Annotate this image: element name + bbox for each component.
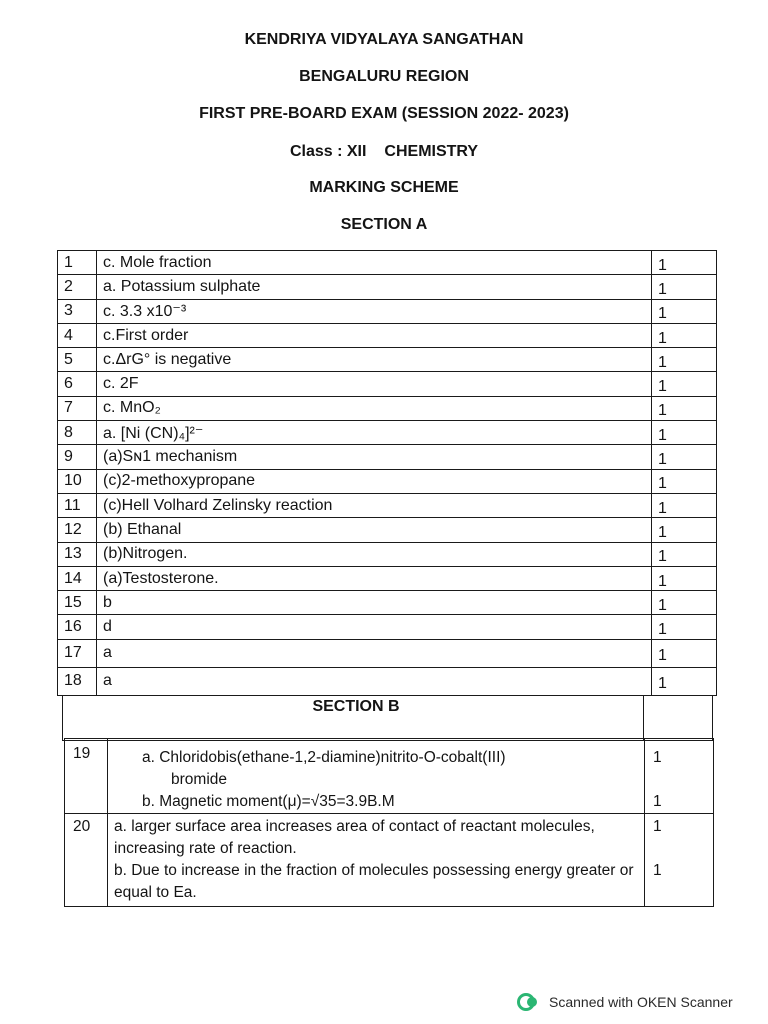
- table-row: [58, 251, 717, 275]
- region-title: BENGALURU REGION: [299, 68, 469, 85]
- answer-cell: c.ΔrG° is negative: [97, 348, 652, 372]
- class-label: Class : XII: [289, 143, 367, 160]
- question-number: 8: [58, 421, 97, 445]
- answer-cell: a. [Ni (CN)₄]²⁻: [97, 421, 652, 445]
- question-number: 7: [58, 396, 97, 420]
- oken-scanner-logo-icon: [517, 991, 539, 1013]
- question-number: 9: [58, 445, 97, 469]
- section-a-table-body: [58, 251, 717, 696]
- section-b-table: [64, 738, 714, 907]
- exam-title: FIRST PRE-BOARD EXAM (SESSION 2022- 2023): [199, 105, 569, 122]
- marks-cell: [652, 275, 717, 299]
- marks-cell: [652, 518, 717, 542]
- class-subject-line: [0, 143, 768, 161]
- marks-cell: [652, 372, 717, 396]
- table-row: [58, 348, 717, 372]
- question-number: 10: [58, 469, 97, 493]
- marks-value: 1: [658, 523, 667, 541]
- section-a-title: SECTION A: [340, 216, 428, 233]
- marks-cell: [652, 591, 717, 615]
- marks-cell: [652, 469, 717, 493]
- table-row: [58, 421, 717, 445]
- question-number: 15: [58, 591, 97, 615]
- answer-cell: (b) Ethanal: [97, 518, 652, 542]
- marks-value: 1: [658, 256, 667, 274]
- answer-part-b: b. Due to increase in the fraction of molecules possessing energy greater or equal to Ea.: [114, 862, 634, 901]
- answer-cell: (b)Nitrogen.: [97, 542, 652, 566]
- answer-part-a: a. larger surface area increases area of contact of reactant molecules, increasing rate of reaction.: [114, 818, 595, 857]
- table-row: [58, 323, 717, 347]
- answer-cell: c.First order: [97, 323, 652, 347]
- marks-part-b: 1: [653, 793, 662, 810]
- answer-cell: [108, 814, 645, 907]
- marks-value: 1: [658, 548, 667, 566]
- table-row: [58, 566, 717, 590]
- question-number: 13: [58, 542, 97, 566]
- answer-cell: c. Mole fraction: [97, 251, 652, 275]
- answer-cell: (a)Testosterone.: [97, 566, 652, 590]
- table-row: [65, 814, 714, 907]
- answer-cell: c. MnO₂: [97, 396, 652, 420]
- table-row: [58, 639, 717, 667]
- section-b-marks-cell: [644, 696, 713, 741]
- marks-cell: [652, 566, 717, 590]
- question-number: 19: [65, 739, 108, 814]
- marks-cell: [652, 421, 717, 445]
- table-row: [58, 542, 717, 566]
- question-number: 16: [58, 615, 97, 639]
- marks-value: 1: [658, 621, 667, 639]
- marks-value: 1: [658, 596, 667, 614]
- table-row: [58, 518, 717, 542]
- section-b-header-row: [63, 696, 713, 741]
- marks-value: 1: [658, 353, 667, 371]
- marks-cell: [645, 739, 714, 814]
- answer-cell: a. Potassium sulphate: [97, 275, 652, 299]
- marking-scheme-title: MARKING SCHEME: [309, 179, 459, 196]
- marks-value: 1: [658, 572, 667, 590]
- marks-cell: [652, 639, 717, 667]
- marks-cell: [652, 667, 717, 695]
- marks-cell: [652, 323, 717, 347]
- section-b-header-table: [62, 695, 713, 741]
- marks-value: 1: [658, 305, 667, 323]
- marks-cell: [645, 814, 714, 907]
- table-row: [58, 299, 717, 323]
- scanner-footer: [517, 991, 733, 1013]
- marks-value: 1: [658, 499, 667, 517]
- question-number: 5: [58, 348, 97, 372]
- question-number: 6: [58, 372, 97, 396]
- marks-cell: [652, 299, 717, 323]
- question-number: 17: [58, 639, 97, 667]
- question-number: 11: [58, 493, 97, 517]
- table-row: [58, 396, 717, 420]
- marks-value: 1: [658, 329, 667, 347]
- table-row: [58, 275, 717, 299]
- table-row: [65, 739, 714, 814]
- answer-cell: c. 2F: [97, 372, 652, 396]
- question-number: 4: [58, 323, 97, 347]
- answer-cell: d: [97, 615, 652, 639]
- marks-cell: [652, 493, 717, 517]
- marks-part-b: 1: [653, 862, 662, 879]
- table-row: [58, 591, 717, 615]
- scanner-text: Scanned with OKEN Scanner: [549, 994, 733, 1010]
- answer-part-a-line1: a. Chloridobis(ethane-1,2-diamine)nitrito-O-cobalt(III): [142, 749, 506, 766]
- answer-cell: (c)Hell Volhard Zelinsky reaction: [97, 493, 652, 517]
- marks-cell: [652, 396, 717, 420]
- table-row: [58, 469, 717, 493]
- marks-value: 1: [658, 475, 667, 493]
- marks-cell: [652, 348, 717, 372]
- table-row: [58, 615, 717, 639]
- table-row: [58, 445, 717, 469]
- marks-cell: [652, 542, 717, 566]
- question-number: 1: [58, 251, 97, 275]
- subject-label: CHEMISTRY: [384, 143, 479, 160]
- question-number: 20: [65, 814, 108, 907]
- answer-cell: b: [97, 591, 652, 615]
- section-b-title: SECTION B: [63, 696, 644, 741]
- question-number: 18: [58, 667, 97, 695]
- marks-cell: [652, 445, 717, 469]
- table-row: [58, 372, 717, 396]
- marks-value: 1: [658, 647, 667, 665]
- school-title: KENDRIYA VIDYALAYA SANGATHAN: [244, 31, 524, 48]
- marks-value: 1: [658, 378, 667, 396]
- table-row: [58, 493, 717, 517]
- answer-cell: [108, 739, 645, 814]
- marks-value: 1: [658, 426, 667, 444]
- marks-cell: [652, 615, 717, 639]
- answer-part-b: b. Magnetic moment(μ)=√35=3.9B.M: [142, 793, 395, 810]
- question-number: 14: [58, 566, 97, 590]
- marks-part-a: 1: [653, 749, 662, 766]
- marks-part-a: 1: [653, 818, 662, 835]
- marks-value: 1: [658, 280, 667, 298]
- section-a-table: [57, 250, 717, 696]
- marks-cell: [652, 251, 717, 275]
- marks-value: 1: [658, 451, 667, 469]
- question-number: 12: [58, 518, 97, 542]
- answer-cell: (a)Sɴ1 mechanism: [97, 445, 652, 469]
- question-number: 2: [58, 275, 97, 299]
- answer-cell: c. 3.3 x10⁻³: [97, 299, 652, 323]
- question-number: 3: [58, 299, 97, 323]
- answer-cell: a: [97, 667, 652, 695]
- marks-value: 1: [658, 402, 667, 420]
- answer-cell: (c)2-methoxypropane: [97, 469, 652, 493]
- marks-value: 1: [658, 675, 667, 693]
- answer-part-a-line2: bromide: [171, 771, 227, 788]
- table-row: [58, 667, 717, 695]
- answer-cell: a: [97, 639, 652, 667]
